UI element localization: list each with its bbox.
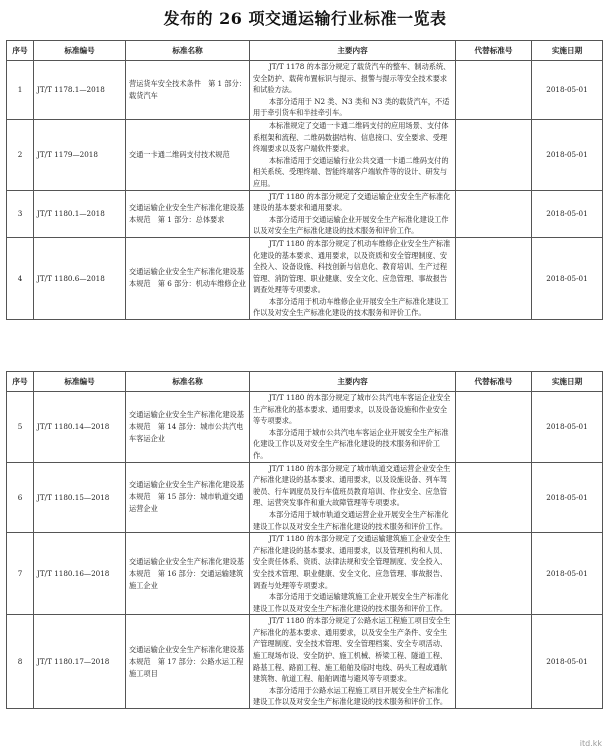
row-main-content bbox=[250, 533, 456, 615]
row-standard-name: 交通运输企业安全生产标准化建设基本规范 第 6 部分：机动车维修企业 bbox=[126, 237, 250, 319]
content-paragraph: JT/T 1180 的本部分规定了交通运输企业安全生产标准化建设的基本要求和通用要求。 bbox=[253, 191, 451, 213]
row-replace-code bbox=[456, 119, 532, 190]
row-standard-name: 交通运输企业安全生产标准化建设基本规范 第 1 部分：总体要求 bbox=[126, 190, 250, 237]
header-seq: 序号 bbox=[7, 372, 34, 392]
content-paragraph: 本部分适用于交通运输建筑施工企业开展安全生产标准化建设工作以及对安全生产标准化建设的技术服务和评价工作。 bbox=[253, 592, 449, 613]
header-content: 主要内容 bbox=[250, 41, 456, 61]
row-standard-name: 营运货车安全技术条件 第 1 部分：载货汽车 bbox=[126, 61, 250, 120]
row-seq: 3 bbox=[7, 190, 34, 237]
page-title: 发布的 26 项交通运输行业标准一览表 bbox=[163, 9, 447, 28]
row-standard-name: 交通运输企业安全生产标准化建设基本规范 第 16 部分：交通运输建筑施工企业 bbox=[126, 533, 250, 615]
row-main-content bbox=[250, 190, 456, 237]
content-paragraph: 本标准适用于交通运输行业公共交通一卡通二维码支付的相关系统、受理终端、智能终端客户端软件等的设计、研发与应用。 bbox=[253, 155, 449, 188]
row-standard-name: 交通运输企业安全生产标准化建设基本规范 第 14 部分：城市公共汽电车客运企业 bbox=[126, 392, 250, 463]
header-code: 标准编号 bbox=[34, 372, 126, 392]
row-replace-code bbox=[456, 61, 532, 120]
content-paragraph: JT/T 1180 的本部分规定了城市轨道交通运营企业安全生产标准化建设的基本要求、通用要求，以及设施设备、列车驾驶员、行车调度员及行车值班员教育培训、作业安全、应急管理、运营突发事件和重大故障管理等专项要求。 bbox=[253, 463, 451, 508]
row-main-content bbox=[250, 615, 456, 709]
row-standard-name: 交通一卡通二维码支付技术规范 bbox=[126, 119, 250, 190]
row-seq: 2 bbox=[7, 119, 34, 190]
row-effective-date: 2018-05-01 bbox=[532, 119, 603, 190]
row-seq: 6 bbox=[7, 462, 34, 533]
row-seq: 5 bbox=[7, 392, 34, 463]
content-paragraph: 本部分适用于交通运输企业开展安全生产标准化建设工作以及对安全生产标准化建设的技术服务和评价工作。 bbox=[253, 214, 449, 236]
table-row bbox=[7, 237, 603, 319]
table-header-row bbox=[7, 372, 603, 392]
table-row bbox=[7, 392, 603, 463]
standards-table-2 bbox=[6, 371, 603, 709]
row-seq: 7 bbox=[7, 533, 34, 615]
header-name: 标准名称 bbox=[126, 372, 250, 392]
row-standard-code: JT/T 1180.1—2018 bbox=[34, 190, 126, 237]
content-paragraph: 本标准规定了交通一卡通二维码支付的应用场景、支付体系框架和流程、二维码数据结构、信息接口、安全要求、受理终端要求以及客户端软件要求。 bbox=[253, 120, 449, 154]
header-replace: 代替标准号 bbox=[456, 41, 532, 61]
row-effective-date: 2018-05-01 bbox=[532, 462, 603, 533]
row-seq: 4 bbox=[7, 237, 34, 319]
table-row bbox=[7, 615, 603, 709]
row-main-content bbox=[250, 392, 456, 463]
row-effective-date: 2018-05-01 bbox=[532, 615, 603, 709]
row-standard-name: 交通运输企业安全生产标准化建设基本规范 第 15 部分：城市轨道交通运营企业 bbox=[126, 462, 250, 533]
header-name: 标准名称 bbox=[126, 41, 250, 61]
content-paragraph: JT/T 1180 的本部分规定了城市公共汽电车客运企业安全生产标准化的基本要求、通用要求，以及设备设施和作业安全等专项要求。 bbox=[253, 393, 451, 426]
table-row bbox=[7, 462, 603, 533]
row-standard-code: JT/T 1179—2018 bbox=[34, 119, 126, 190]
standards-table-1 bbox=[6, 40, 603, 320]
row-replace-code bbox=[456, 392, 532, 463]
row-replace-code bbox=[456, 533, 532, 615]
row-effective-date: 2018-05-01 bbox=[532, 237, 603, 319]
row-main-content bbox=[250, 462, 456, 533]
header-code: 标准编号 bbox=[34, 41, 126, 61]
content-paragraph: 本部分适用于机动车维修企业开展安全生产标准化建设工作以及对安全生产标准化建设的技术服务和评价工作。 bbox=[253, 296, 449, 318]
content-paragraph: 本部分适用于城市公共汽电车客运企业开展安全生产标准化建设工作以及对安全生产标准化建设的技术服务和评价工作。 bbox=[253, 427, 449, 460]
row-effective-date: 2018-05-01 bbox=[532, 533, 603, 615]
row-replace-code bbox=[456, 190, 532, 237]
content-paragraph: JT/T 1178 的本部分规定了载货汽车的整车、制动系统、安全防护、载荷布置标识与提示、报警与提示等安全技术要求和试验方法。 bbox=[253, 62, 451, 95]
header-date: 实施日期 bbox=[532, 41, 603, 61]
watermark: itd.kk bbox=[579, 739, 602, 748]
row-main-content bbox=[250, 237, 456, 319]
row-standard-code: JT/T 1180.6—2018 bbox=[34, 237, 126, 319]
content-paragraph: 本部分适用于城市轨道交通运营企业开展安全生产标准化建设工作以及对安全生产标准化建设的技术服务和评价工作。 bbox=[253, 509, 449, 531]
row-replace-code bbox=[456, 615, 532, 709]
content-paragraph: 本部分适用于公路水运工程施工项目开展安全生产标准化建设工作以及对安全生产标准化建设的技术服务和评价工作。 bbox=[253, 685, 449, 707]
table-row bbox=[7, 61, 603, 120]
header-seq: 序号 bbox=[7, 41, 34, 61]
content-paragraph: JT/T 1180 的本部分规定了公路水运工程施工项目安全生产标准化的基本要求、通用要求，以及安全生产条件、安全生产管理制度、安全技术管理、安全管理档案、安全专项活动、施工现场布设、安全防护、施工机械、桥梁工程、隧道工程、路基工程、路面工程、施工船舶及临时电线、码头工程或通航建筑物、航道工程、船舶调遣与避风等专项要求。 bbox=[253, 616, 451, 684]
row-seq: 8 bbox=[7, 615, 34, 709]
row-effective-date: 2018-05-01 bbox=[532, 190, 603, 237]
row-standard-code: JT/T 1180.14—2018 bbox=[34, 392, 126, 463]
row-standard-code: JT/T 1180.17—2018 bbox=[34, 615, 126, 709]
table-header-row bbox=[7, 41, 603, 61]
table-row bbox=[7, 190, 603, 237]
content-paragraph: JT/T 1180 的本部分规定了机动车维修企业安全生产标准化建设的基本要求、通用要求，以及资质和安全管理制度、安全投入、设备设施、科技创新与信息化、教育培训、生产过程管理、消防管理、职业健康、安全文化、应急管理、事故报告调查处理等专项要求。 bbox=[253, 238, 451, 295]
table-row bbox=[7, 119, 603, 190]
row-standard-code: JT/T 1178.1—2018 bbox=[34, 61, 126, 120]
row-replace-code bbox=[456, 462, 532, 533]
header-content: 主要内容 bbox=[250, 372, 456, 392]
header-date: 实施日期 bbox=[532, 372, 603, 392]
table-row bbox=[7, 533, 603, 615]
row-effective-date: 2018-05-01 bbox=[532, 61, 603, 120]
row-main-content bbox=[250, 61, 456, 120]
header-replace: 代替标准号 bbox=[456, 372, 532, 392]
row-seq: 1 bbox=[7, 61, 34, 120]
row-standard-code: JT/T 1180.15—2018 bbox=[34, 462, 126, 533]
row-standard-name: 交通运输企业安全生产标准化建设基本规范 第 17 部分：公路水运工程施工项目 bbox=[126, 615, 250, 709]
row-replace-code bbox=[456, 237, 532, 319]
row-standard-code: JT/T 1180.16—2018 bbox=[34, 533, 126, 615]
row-main-content bbox=[250, 119, 456, 190]
content-paragraph: 本部分适用于 N2 类、N3 类和 N3 类的载货汽车，不适用于牵引货车和半挂牵引车。 bbox=[253, 96, 450, 118]
row-effective-date: 2018-05-01 bbox=[532, 392, 603, 463]
content-paragraph: JT/T 1180 的本部分规定了交通运输建筑施工企业安全生产标准化建设的基本要求、通用要求，以及管理机构和人员、安全责任体系、资质、法律法规和安全管理制度、安全投入、安全技术管理、职业健康、安全文化、应急管理、事故报告、调查与处理等专项要求。 bbox=[253, 534, 451, 590]
